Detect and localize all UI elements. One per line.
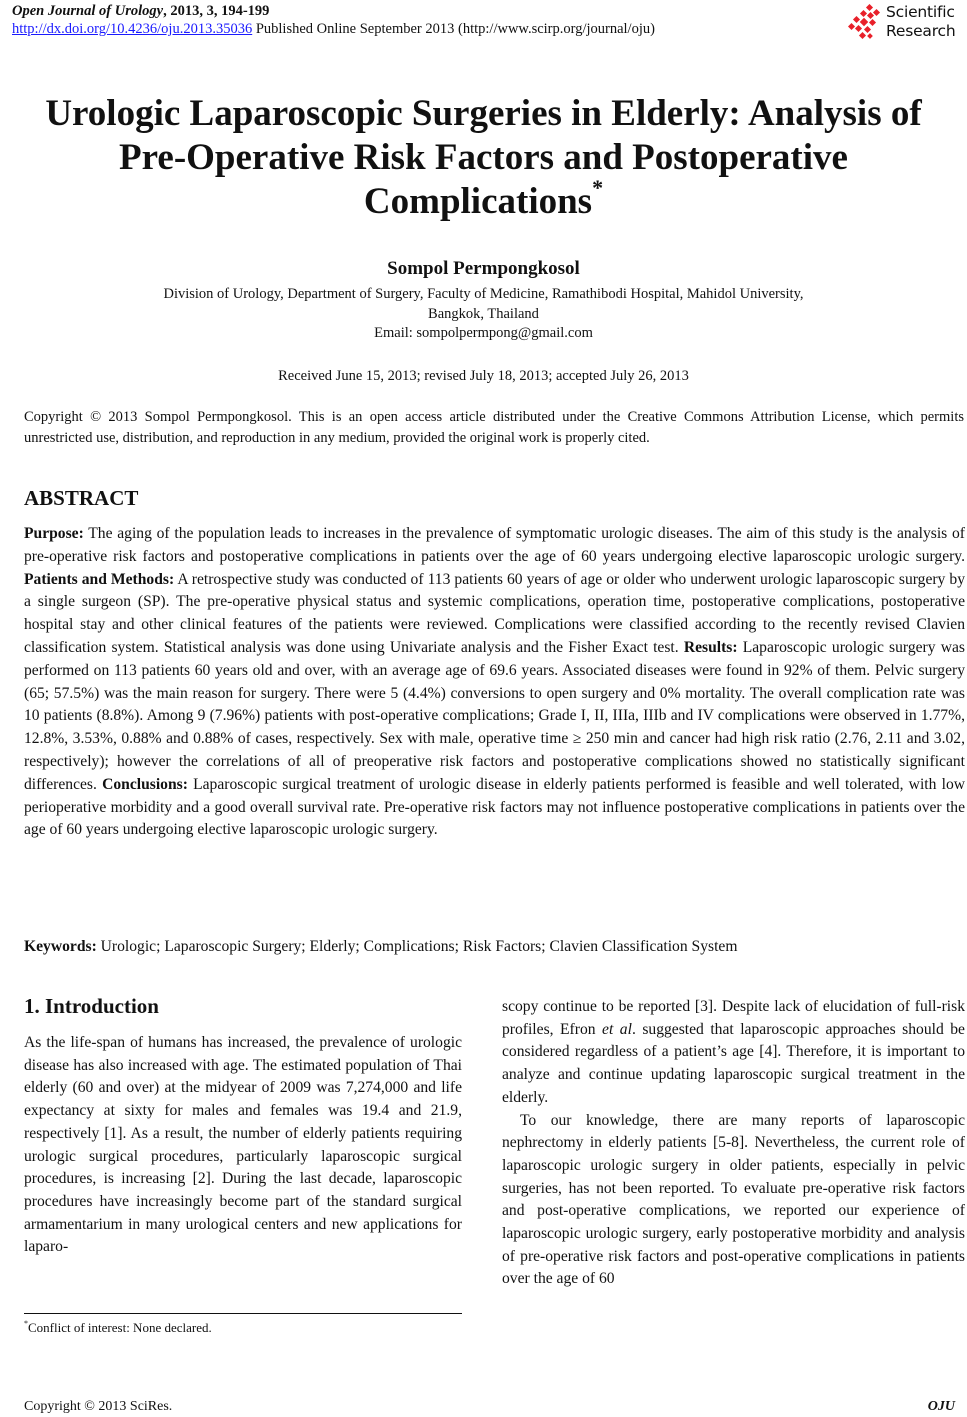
paper-title	[0, 92, 967, 224]
purpose-text: The aging of the population leads to increases in the prevalence of symptomatic urologic diseases. The aim of this study is the analysis of pre-operative risk factors and postoperative complications in patients over the age of 60 years undergoing elective laparoscopic urologic surgery.	[24, 525, 965, 565]
abstract-body	[24, 523, 965, 842]
affiliation-line-1: Division of Urology, Department of Surgery, Faculty of Medicine, Ramathibodi Hospital, Mahidol University,	[163, 286, 804, 302]
footer-copyright: Copyright © 2013 SciRes.	[24, 1399, 173, 1414]
results-text: Laparoscopic urologic surgery was performed on 113 patients 60 years old and over, with an average age of 69.6 years. Associated diseases were found in 92% of them. Pelvic surgery (65; 57.5%) was the main reason for surgery. There were 5 (4.4%) conversions to open surgery and 0% mortality. The overall complication rate was 10 patients (8.8%). Among 9 (7.96%) patients with post-operative complications; Grade I, II, IIIa, IIIb and IV complications were observed in 1.77%, 12.8%, 3.53%, 0.88% and 0.88% of cases, respectively. Sex with male, operative time ≥ 250 min and cancer had high risk ratio (2.76, 2.11 and 3.02, respectively); however the correlations of all of preoperative risk factors and postoperative complications showed no statistically significant differences.	[24, 638, 965, 793]
author-name: Sompol Permpongkosol	[387, 258, 580, 279]
footer-journal-abbrev: OJU	[927, 1399, 955, 1414]
methods-text: A retrospective study was conducted of 113 patients 60 years of age or older who underwent urologic laparoscopic surgery by a single surgeon (SP). The pre-operative physical status and systemic complications, operation time, postoperative complications, postoperative hospital stay and other clinical features of the patients were reviewed. Complications were classified according to the recently revised Clavien classification system. Statistical analysis was done using Univariate analysis and the Fisher Exact test.	[24, 570, 965, 656]
diamond-cluster-icon	[848, 4, 884, 42]
logo-text-research: Research	[886, 22, 956, 40]
title-line-3: Complications*	[363, 175, 604, 222]
footnote-text: Conflict of interest: None declared.	[28, 1320, 212, 1335]
purpose-label: Purpose:	[24, 525, 84, 542]
title-line-1: Urologic Laparoscopic Surgeries in Elderly: Analysis of	[45, 93, 922, 134]
published-info: Published Online September 2013 (http://www.scirp.org/journal/oju)	[252, 21, 655, 37]
intro-paragraph-1: As the life-span of humans has increased, the prevalence of urologic disease has also increased with age. The estimated population of Thai elderly (60 and over) at the midyear of 2009 was 7,274,000 and life expectancy at sixty for males and females was 19.4 and 21.9, respectively [1]. As a result, the number of elderly patients requiring urologic surgical procedures, particularly laparoscopic surgical procedures, is increasing [2]. During the last decade, laparoscopic procedures have increasingly become part of the standard surgical armamentarium in many urological centers and new applications for laparo-	[24, 1034, 462, 1256]
intro-paragraph-1-continued: scopy continue to be reported [3]. Despite lack of elucidation of full-risk profiles, Efron et al. suggested that laparoscopic approaches should be considered regardless of a patient’s age [4]. Therefore, it is important to analyze and continue updating laparoscopic surgical treatment in the elderly.	[502, 998, 965, 1106]
intro-column-right	[502, 996, 965, 1291]
author-affiliation	[0, 285, 967, 344]
intro-column-left	[24, 1032, 462, 1259]
et-al: et al	[602, 1020, 632, 1038]
keywords-text: Urologic; Laparoscopic Surgery; Elderly; Complications; Risk Factors; Clavien Classification System	[96, 938, 738, 955]
copyright-notice: Copyright © 2013 Sompol Permpongkosol. This is an open access article distributed under the Creative Commons Attribution License, which permits unrestricted use, distribution, and reproduction in any medium, provided the original work is properly cited.	[24, 409, 964, 446]
journal-name: Open Journal of Urology	[12, 3, 164, 19]
results-label: Results:	[683, 638, 738, 656]
scientific-research-logo	[848, 2, 966, 44]
affiliation-line-2: Bangkok, Thailand	[428, 305, 539, 322]
journal-volume: , 2013, 3, 194-199	[163, 3, 270, 19]
keywords-label: Keywords:	[24, 938, 97, 955]
section-heading-introduction: 1. Introduction	[24, 994, 159, 1018]
author-email: Email: sompolpermpong@gmail.com	[374, 325, 593, 341]
keywords	[24, 938, 737, 956]
abstract-heading: ABSTRACT	[24, 486, 139, 510]
doi-line	[12, 20, 655, 38]
footnote	[24, 1319, 212, 1336]
received-dates: Received June 15, 2013; revised July 18, 2013; accepted July 26, 2013	[278, 368, 689, 384]
title-footnote-marker: *	[592, 175, 604, 200]
journal-citation	[12, 2, 269, 20]
conclusions-text: Laparoscopic surgical treatment of urologic disease in elderly patients performed is feasible and well tolerated, with low perioperative morbidity and a good overall survival rate. Pre-operative risk factors may not influence postoperative complications in patients over the age of 60 years undergoing elective laparoscopic urologic surgery.	[24, 775, 966, 839]
footnote-divider	[24, 1313, 462, 1314]
footnote-marker: *	[24, 1319, 28, 1328]
logo-text-scientific: Scientific	[886, 3, 955, 21]
title-line-2: Pre-Operative Risk Factors and Postoperative	[119, 137, 848, 178]
intro-paragraph-2: To our knowledge, there are many reports of laparoscopic nephrectomy in elderly patients [5-8]. Nevertheless, the current role of laparoscopic urologic surgery in older patients, especially in pelvic surgeries, has not been reported. To evaluate pre-operative risk factors and post-operative complications, we reported our experience of laparoscopic urologic surgery, early postoperative morbidity and analysis of pre-operative risk factors and post-operative complications in patients over the age of 60	[502, 1111, 965, 1288]
conclusions-label: Conclusions:	[102, 775, 188, 793]
doi-link[interactable]: http://dx.doi.org/10.4236/oju.2013.35036	[12, 21, 253, 37]
methods-label: Patients and Methods:	[24, 570, 175, 588]
